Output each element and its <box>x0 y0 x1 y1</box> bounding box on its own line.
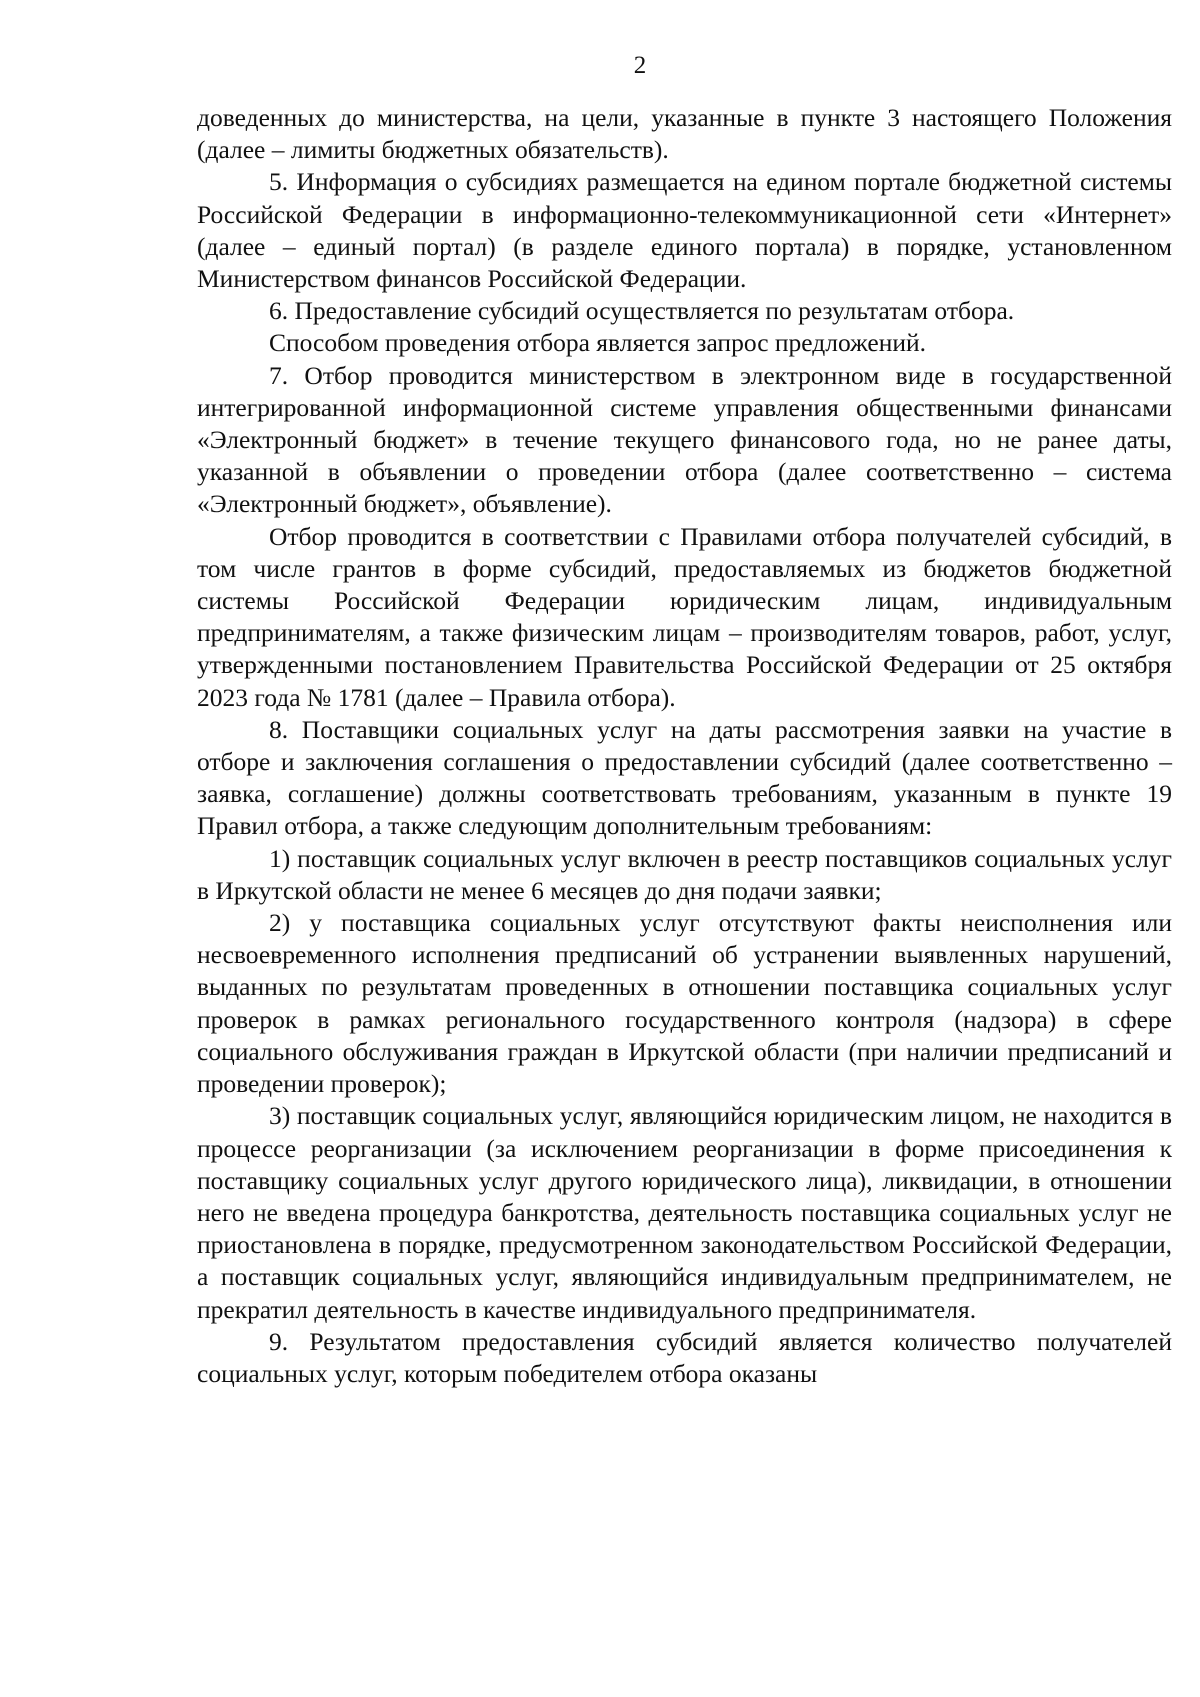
paragraph-requirement-1: 1) поставщик социальных услуг включен в реестр поставщиков социальных услуг в Иркутской области не менее 6 месяцев до дня подачи заявки; <box>197 843 1172 905</box>
paragraph-item-9: 9. Результатом предоставления субсидий является количество получателей социальных услуг, которым победителем отбора оказаны <box>197 1326 1172 1388</box>
paragraph-item-8: 8. Поставщики социальных услуг на даты рассмотрения заявки на участие в отборе и заключения соглашения о предоставлении субсидий (далее соответственно – заявка, соглашение) должны соответствовать требованиям, указанным в пункте 19 Правил отбора, а также следующим дополнительным требованиям: <box>197 714 1172 841</box>
paragraph-selection-rules: Отбор проводится в соответствии с Правилами отбора получателей субсидий, в том числе грантов в форме субсидий, предоставляемых из бюджетов бюджетной системы Российской Федерации юридическим лицам, индивидуальным предпринимателям, а также физическим лицам – производителям товаров, работ, услуг, утвержденными постановлением Правительства Российской Федерации от 25 октября 2023 года № 1781 (далее – Правила отбора). <box>197 521 1172 712</box>
paragraph-item-6: 6. Предоставление субсидий осуществляется по результатам отбора. <box>269 296 1015 326</box>
document-body <box>197 102 1172 1390</box>
paragraph-continuation: доведенных до министерства, на цели, указанные в пункте 3 настоящего Положения (далее – лимиты бюджетных обязательств). <box>197 103 1172 165</box>
paragraph-requirement-2: 2) у поставщика социальных услуг отсутствуют факты неисполнения или несвоевременного исполнения предписаний об устранении выявленных нарушений, выданных по результатам проведенных в отношении поставщика социальных услуг проверок в рамках регионального государственного контроля (надзора) в сфере социального обслуживания граждан в Иркутской области (при наличии предписаний и проведении проверок); <box>197 908 1172 1099</box>
paragraph-item-7: 7. Отбор проводится министерством в электронном виде в государственной интегрированной информационной системе управления общественными финансами «Электронный бюджет» в течение текущего финансового года, но не ранее даты, указанной в объявлении о проведении отбора (далее соответственно – система «Электронный бюджет», объявление). <box>197 360 1172 519</box>
paragraph-item-5: 5. Информация о субсидиях размещается на едином портале бюджетной системы Российской Федерации в информационно-телекоммуникационной сети «Интернет» (далее – единый портал) (в разделе единого портала) в порядке, установленном Министерством финансов Российской Федерации. <box>197 167 1172 294</box>
paragraph-requirement-3: 3) поставщик социальных услуг, являющийся юридическим лицом, не находится в процессе реорганизации (за исключением реорганизации в форме присоединения к поставщику социальных услуг другого юридического лица), ликвидации, в отношении него не введена процедура банкротства, деятельность поставщика социальных услуг не приостановлена в порядке, предусмотренном законодательством Российской Федерации, а поставщик социальных услуг, являющийся индивидуальным предпринимателем, не прекратил деятельность в качестве индивидуального предпринимателя. <box>197 1101 1172 1324</box>
paragraph-selection-method: Способом проведения отбора является запрос предложений. <box>269 328 927 358</box>
page-number: 2 <box>633 52 647 79</box>
